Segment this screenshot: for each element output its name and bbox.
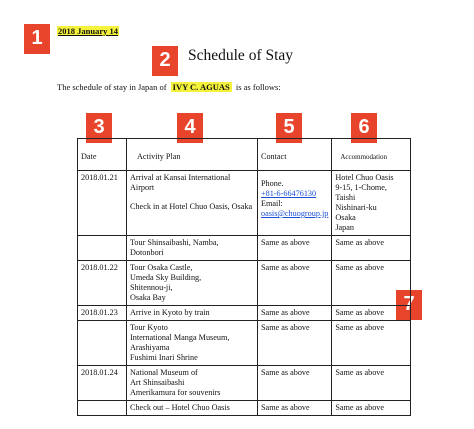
activity-line: Arashiyama	[130, 343, 170, 352]
hotel-line: Japan	[335, 223, 355, 232]
hotel-line: 9-15, 1-Chome,	[335, 183, 387, 192]
accommodation-cell: Same as above	[332, 366, 411, 401]
activity-line: Art Shinsaibashi	[130, 378, 185, 387]
activity-line: Osaka Bay	[130, 293, 166, 302]
contact-cell: Same as above	[258, 236, 332, 261]
hotel-line: Hotel Chuo Oasis	[335, 173, 394, 182]
hotel-line: Osaka	[335, 213, 356, 222]
phone-label: Phone.	[261, 179, 284, 188]
activity-line: Tour Kyoto	[130, 323, 168, 332]
activity-line: National Museum of	[130, 368, 198, 377]
contact-cell: Same as above	[258, 321, 332, 366]
intro-line	[57, 82, 281, 92]
table-row	[78, 366, 411, 401]
header-date: Date	[78, 139, 127, 171]
marker-3: 3	[86, 113, 112, 143]
row-date: 2018.01.23	[78, 306, 127, 321]
row-date	[78, 321, 127, 366]
table-row	[78, 171, 411, 236]
activity-line: Check in at Hotel Chuo Oasis, Osaka	[130, 202, 253, 211]
phone-link[interactable]: +81-6-66476130	[261, 189, 317, 198]
row-date: 2018.01.24	[78, 366, 127, 401]
hotel-line: Taishi	[335, 193, 356, 202]
row-activity: Arrive in Kyoto by train	[127, 306, 258, 321]
accommodation-cell: Same as above	[332, 236, 411, 261]
schedule-table	[77, 138, 411, 416]
intro-after: is as follows:	[235, 82, 281, 92]
accommodation-cell: Same as above	[332, 401, 411, 416]
row-activity: Check out – Hotel Chuo Oasis	[127, 401, 258, 416]
activity-line: Umeda Sky Building,	[130, 273, 202, 282]
hotel-line: Nishinari-ku	[335, 203, 377, 212]
contact-cell: Same as above	[258, 261, 332, 306]
accommodation-cell: Same as above	[332, 321, 411, 366]
marker-7: 7	[396, 290, 422, 320]
row-date: 2018.01.21	[78, 171, 127, 236]
row-activity	[127, 321, 258, 366]
email-link[interactable]: oasis@chuogroup.jp	[261, 209, 329, 218]
activity-line: Arrival at Kansai International Airport	[130, 173, 231, 192]
marker-1: 1	[24, 24, 50, 54]
document-date: 2018 January 14	[58, 26, 118, 36]
row-activity	[127, 171, 258, 236]
table-row	[78, 401, 411, 416]
marker-6: 6	[351, 113, 377, 143]
row-activity: Tour Shinsaibashi, Namba, Dotonbori	[127, 236, 258, 261]
intro-before: The schedule of stay in Japan of	[57, 82, 167, 92]
guest-name: IVY C. AGUAS	[172, 82, 230, 92]
header-activity: Activity Plan	[127, 139, 258, 171]
contact-cell: Same as above	[258, 306, 332, 321]
marker-5: 5	[276, 113, 302, 143]
email-label: Email:	[261, 199, 283, 208]
row-date	[78, 236, 127, 261]
activity-line: International Manga Museum,	[130, 333, 230, 342]
row-activity	[127, 261, 258, 306]
contact-cell: Same as above	[258, 401, 332, 416]
header-accommodation: Accommodation	[332, 139, 411, 171]
activity-line: Shitennou-ji,	[130, 283, 173, 292]
accommodation-cell: Same as above	[332, 306, 411, 321]
table-row	[78, 236, 411, 261]
row-date	[78, 401, 127, 416]
row-date: 2018.01.22	[78, 261, 127, 306]
document-title: Schedule of Stay	[188, 47, 294, 64]
activity-line: Fushimi Inari Shrine	[130, 353, 198, 362]
table-header-row	[78, 139, 411, 171]
header-contact: Contact	[258, 139, 332, 171]
accommodation-cell	[332, 171, 411, 236]
row-activity	[127, 366, 258, 401]
marker-2: 2	[152, 46, 178, 76]
table-row	[78, 261, 411, 306]
table-row	[78, 306, 411, 321]
activity-line: Amerikamura for souvenirs	[130, 388, 221, 397]
activity-line: Tour Osaka Castle,	[130, 263, 193, 272]
marker-4: 4	[177, 113, 203, 143]
table-row	[78, 321, 411, 366]
contact-cell	[258, 171, 332, 236]
accommodation-cell: Same as above	[332, 261, 411, 306]
contact-cell: Same as above	[258, 366, 332, 401]
